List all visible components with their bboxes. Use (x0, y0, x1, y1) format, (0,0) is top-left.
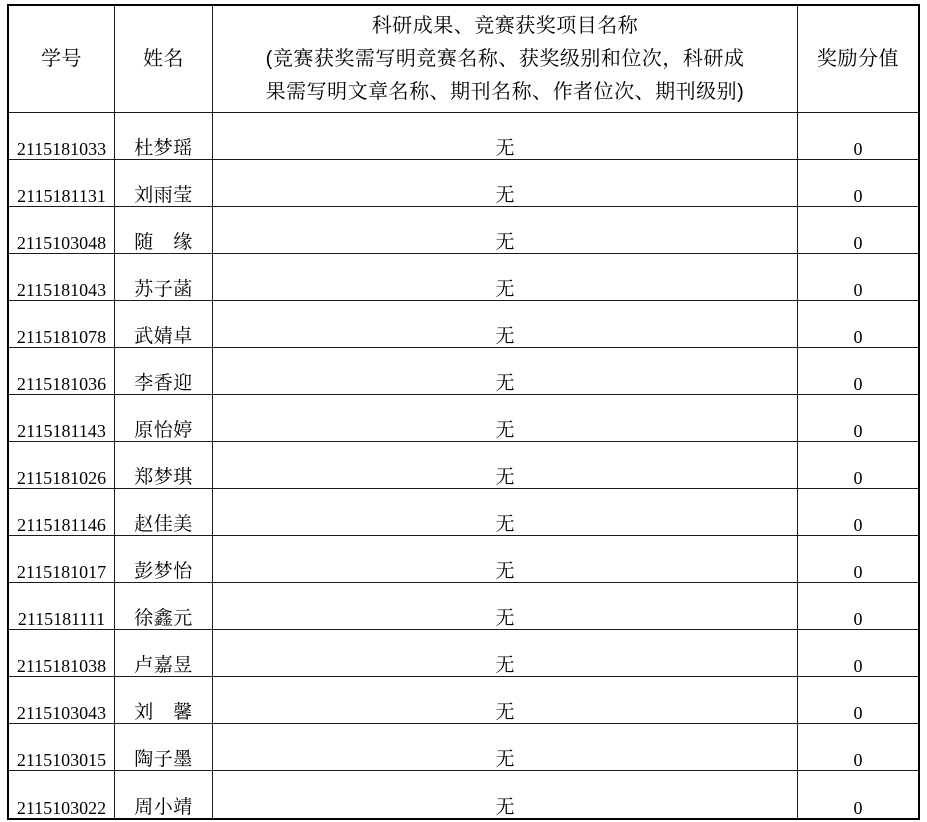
score-cell: 0 (798, 724, 918, 771)
project-cell: 无 (213, 113, 798, 160)
name-cell: 赵佳美 (115, 489, 213, 536)
student-id-cell: 2115103043 (9, 677, 115, 724)
name-cell: 武婧卓 (115, 301, 213, 348)
name-cell: 郑梦琪 (115, 442, 213, 489)
project-cell: 无 (213, 160, 798, 207)
score-cell: 0 (798, 583, 918, 630)
student-id-cell: 2115181017 (9, 536, 115, 583)
name-cell: 刘雨莹 (115, 160, 213, 207)
score-cell: 0 (798, 442, 918, 489)
project-cell: 无 (213, 348, 798, 395)
score-cell: 0 (798, 489, 918, 536)
score-cell: 0 (798, 160, 918, 207)
score-cell: 0 (798, 301, 918, 348)
header-project-line1: 科研成果、竞赛获奖项目名称 (371, 14, 639, 37)
project-cell: 无 (213, 771, 798, 818)
score-cell: 0 (798, 254, 918, 301)
student-id-cell: 2115181038 (9, 630, 115, 677)
name-cell: 周小靖 (115, 771, 213, 818)
project-cell: 无 (213, 301, 798, 348)
project-cell: 无 (213, 207, 798, 254)
header-project-line3: 果需写明文章名称、期刊名称、作者位次、期刊级别) (265, 80, 745, 103)
project-cell: 无 (213, 536, 798, 583)
name-cell: 卢嘉昱 (115, 630, 213, 677)
name-cell: 徐鑫元 (115, 583, 213, 630)
score-cell: 0 (798, 677, 918, 724)
score-cell: 0 (798, 536, 918, 583)
header-student-id: 学号 (9, 6, 115, 113)
score-cell: 0 (798, 630, 918, 677)
name-cell: 随 缘 (115, 207, 213, 254)
name-cell: 彭梦怡 (115, 536, 213, 583)
header-project-line2: (竞赛获奖需写明竞赛名称、获奖级别和位次，科研成 (265, 47, 745, 70)
student-id-cell: 2115181026 (9, 442, 115, 489)
name-cell: 刘 馨 (115, 677, 213, 724)
name-cell: 原怡婷 (115, 395, 213, 442)
project-cell: 无 (213, 489, 798, 536)
student-id-cell: 2115103048 (9, 207, 115, 254)
score-cell: 0 (798, 395, 918, 442)
project-cell: 无 (213, 724, 798, 771)
student-id-cell: 2115181078 (9, 301, 115, 348)
name-cell: 苏子菡 (115, 254, 213, 301)
student-id-cell: 2115181111 (9, 583, 115, 630)
name-cell: 陶子墨 (115, 724, 213, 771)
awards-table (9, 6, 918, 818)
header-project-title (213, 6, 798, 113)
name-cell: 李香迎 (115, 348, 213, 395)
project-cell: 无 (213, 583, 798, 630)
student-id-cell: 2115181033 (9, 113, 115, 160)
student-id-cell: 2115181036 (9, 348, 115, 395)
document-page (7, 4, 920, 820)
project-cell: 无 (213, 395, 798, 442)
project-cell: 无 (213, 630, 798, 677)
score-cell: 0 (798, 207, 918, 254)
student-id-cell: 2115103015 (9, 724, 115, 771)
student-id-cell: 2115181043 (9, 254, 115, 301)
score-cell: 0 (798, 348, 918, 395)
student-id-cell: 2115181143 (9, 395, 115, 442)
project-cell: 无 (213, 442, 798, 489)
student-id-cell: 2115103022 (9, 771, 115, 818)
student-id-cell: 2115181131 (9, 160, 115, 207)
score-cell: 0 (798, 113, 918, 160)
project-cell: 无 (213, 677, 798, 724)
project-cell: 无 (213, 254, 798, 301)
header-score: 奖励分值 (798, 6, 918, 113)
score-cell: 0 (853, 798, 863, 818)
header-name: 姓名 (115, 6, 213, 113)
name-cell: 杜梦瑶 (115, 113, 213, 160)
student-id-cell: 2115181146 (9, 489, 115, 536)
